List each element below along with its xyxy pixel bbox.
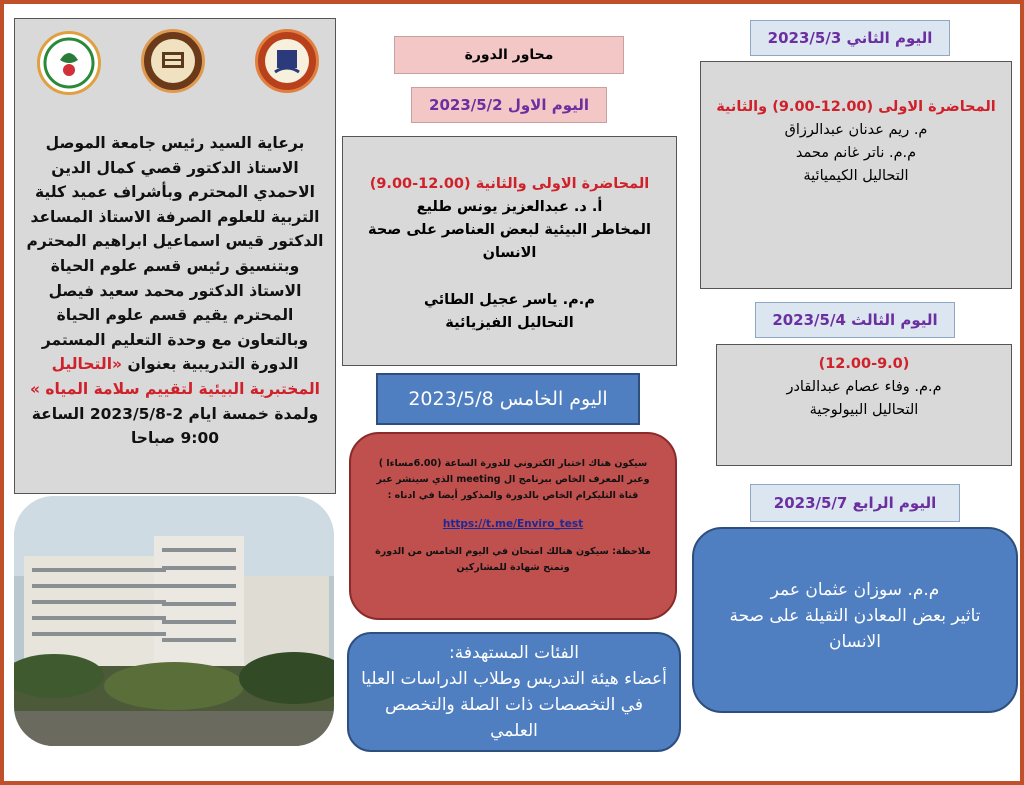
university-of-mosul-logo-icon xyxy=(255,29,319,93)
intro-panel xyxy=(14,18,336,494)
day5-tag-text: اليوم الخامس 2023/5/8 xyxy=(408,388,608,410)
day2-tag: اليوم الثاني 2023/5/3 xyxy=(750,20,950,56)
target-audience-box xyxy=(347,632,681,752)
day3-panel xyxy=(716,344,1012,466)
day2-lecturer2: م.م. ناتر غانم محمد xyxy=(795,145,917,161)
telegram-link[interactable]: https://t.me/Enviro_test xyxy=(442,518,584,530)
day3-lecturer: م.م. وفاء عصام عبدالقادر xyxy=(786,379,942,395)
online-exam-notice xyxy=(349,432,677,620)
day1-topic1: المخاطر البيئية لبعض العناصر على صحة الانسان xyxy=(368,222,651,261)
course-title: «التحاليل المختبرية البيئية لتقييم سلامة المياه » xyxy=(30,355,320,398)
day1-lecturer2: م.م. ياسر عجيل الطائي xyxy=(424,292,595,308)
day2-topic: التحاليل الكيميائية xyxy=(803,168,909,184)
day1-tag: اليوم الاول 2023/5/2 xyxy=(411,87,607,123)
audience-text: أعضاء هيئة التدريس وطلاب الدراسات العليا في التخصصات ذات الصلة والتخصص العلمي xyxy=(361,669,667,741)
day1-topic2: التحاليل الفيزيائية xyxy=(445,315,574,331)
day1-lecturer1: أ. د. عبدالعزيز يونس طليع xyxy=(416,199,603,215)
day2-panel xyxy=(700,61,1012,289)
intro-body: برعاية السيد رئيس جامعة الموصل الاستاذ الدكتور قصي كمال الدين الاحمدي المحترم وبأشراف عميد كلية التربية للعلوم الصرفة الاستاذ المساعد الدكتور قيس اسماعيل ابراهيم المحترم وبتنسيق رئيس قسم علوم الحياة الاستاذ الدكتور محمد سعيد فيصل المحترم يقيم قسم علوم الحياة وبالتعاون مع وحدة التعليم المستمر الدورة التدريبية بعنوان xyxy=(26,134,324,374)
course-axes-header: محاور الدورة xyxy=(394,36,624,74)
course-duration: ولمدة خمسة ايام 2-2023/5/8 الساعة 9:00 صباحا xyxy=(31,404,319,448)
day2-lecturer1: م. ريم عدنان عبدالرزاق xyxy=(784,122,928,138)
day1-session: المحاضرة الاولى والثانية (12.00-9.00) xyxy=(369,176,650,192)
day4-topic: تاثير بعض المعادن الثقيلة على صحة الانسان xyxy=(729,606,981,652)
day1-panel xyxy=(342,136,677,366)
intro-body-text xyxy=(23,131,327,451)
college-of-education-logo-icon xyxy=(141,29,205,93)
day3-tag: اليوم الثالث 2023/5/4 xyxy=(755,302,955,338)
day4-lecturer: م.م. سوزان عثمان عمر xyxy=(770,580,940,600)
day4-box xyxy=(692,527,1018,713)
notice-note: ملاحظة: سيكون هنالك امتحان في اليوم الخامس من الدورة وتمنح شهادة للمشاركين xyxy=(375,546,651,573)
notice-text: سيكون هناك اختبار الكتروني للدورة الساعة (6.00مساءا ) وعبر المعرف الخاص ببرنامج ال meeting الذي سينشر عبر قناة التليكرام الخاص بالدورة والمذكور أيضا في ادناه : xyxy=(376,458,650,501)
biology-dept-logo-icon xyxy=(37,31,101,95)
day5-tag xyxy=(376,373,640,425)
campus-photo xyxy=(14,496,334,746)
day3-topic: التحاليل البيولوجية xyxy=(809,402,919,418)
day4-tag: اليوم الرابع 2023/5/7 xyxy=(750,484,960,522)
audience-title: الفئات المستهدفة: xyxy=(449,643,579,663)
day3-session: (12.00-9.0) xyxy=(818,356,910,372)
day2-session: المحاضرة الاولى (12.00-9.00) والثانية xyxy=(716,99,996,115)
